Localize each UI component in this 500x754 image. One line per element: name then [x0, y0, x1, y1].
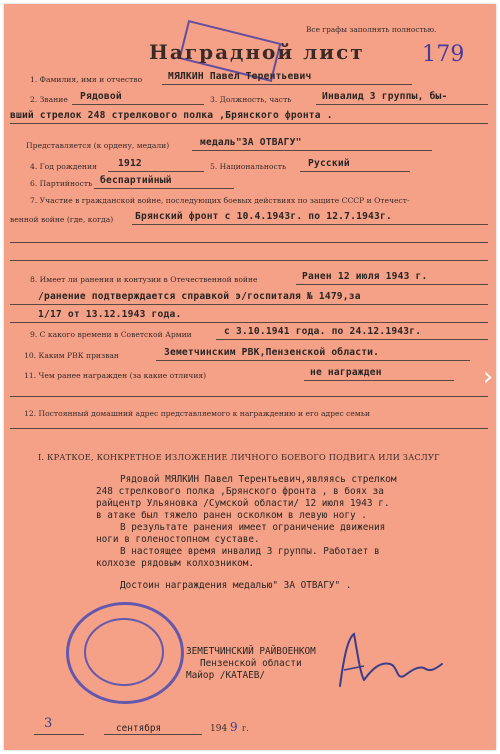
- field-8-value-a: Ранен 12 июля 1943 г.: [302, 271, 428, 282]
- field-7-label-b: венной войне (где, когда): [10, 215, 114, 224]
- chevron-right-icon[interactable]: ›: [482, 362, 494, 392]
- field-10-value: Земетчинским РВК,Пензенской области.: [164, 347, 380, 358]
- date-day: 3: [44, 716, 53, 731]
- field-7-value: Брянский фронт с 10.4.1943г. по 12.7.1943г.: [135, 211, 392, 222]
- present-line: [192, 150, 432, 151]
- field-8-line-b: [10, 304, 488, 305]
- narrative-line-7: В настоящее время инвалид 3 группы. Работает в: [120, 546, 380, 557]
- narrative-line-2: 248 стрелкового полка ,Брянского фронта , в боях за: [96, 486, 384, 497]
- narrative-line-6: ноги в голеностопном суставе.: [96, 534, 260, 545]
- field-9-line: [216, 339, 488, 340]
- round-seal: [66, 602, 184, 704]
- top-note: Все графы заполнять полностью.: [306, 25, 437, 34]
- field-8-label: 8. Имеет ли ранения и контузии в Отечественной войне: [30, 275, 258, 284]
- field-11-label: 11. Чем ранее награжден (за какие отличия): [24, 371, 207, 380]
- field-2-line: [72, 104, 204, 105]
- date-year-prefix: 194: [210, 724, 228, 734]
- field-10-label: 10. Каким РВК призван: [24, 351, 119, 360]
- field-7-label-a: 7. Участие в гражданской войне, последующих боевых действиях по защите СССР и Отечест-: [30, 196, 410, 205]
- present-label: Представляется (к ордену, медали): [26, 141, 170, 150]
- date-year-digit: 9: [230, 720, 238, 734]
- field-9-value: с 3.10.1941 года. по 24.12.1943г.: [224, 326, 422, 337]
- field-6-line: [94, 188, 234, 189]
- narrative-line-1: Рядовой МЯЛКИН Павел Терентьевич,являясь стрелком: [120, 474, 397, 485]
- field-5-line: [300, 171, 410, 172]
- narrative-line-9: Достоин награждения медалью" ЗА ОТВАГУ" .: [120, 580, 352, 591]
- signature-line-1: ЗЕМЕТЧИНСКИЙ РАЙВОЕНКОМ: [186, 646, 316, 657]
- field-10-line: [156, 360, 470, 361]
- field-11-value: не награжден: [310, 367, 382, 378]
- narrative-line-3: райцентр Ульяновка /Сумской области/ 12 июля 1943 г.: [96, 498, 390, 509]
- field-7-line: [132, 224, 488, 225]
- field-4-value: 1912: [118, 158, 142, 169]
- field-12-line: [10, 428, 488, 429]
- field-1-label: 1. Фамилия, имя и отчество: [30, 75, 143, 84]
- field-3-line-a: [316, 104, 488, 105]
- date-day-line: [34, 734, 84, 735]
- field-3-line-b: [10, 123, 488, 124]
- field-3-value-b: вший стрелок 248 стрелкового полка ,Брянского фронта .: [10, 110, 333, 121]
- field-5-label: 5. Национальность: [210, 162, 287, 171]
- date-month-line: [104, 734, 202, 735]
- field-8-line-a: [296, 284, 488, 285]
- field-9-label: 9. С какого времени в Советской Армии: [30, 330, 192, 339]
- section-heading: I. КРАТКОЕ, КОНКРЕТНОЕ ИЗЛОЖЕНИЕ ЛИЧНОГО БОЕВОГО ПОДВИГА ИЛИ ЗАСЛУГ: [38, 452, 440, 462]
- page-title: Наградной лист: [149, 40, 365, 64]
- field-2-label: 2. Звание: [30, 95, 68, 104]
- handwritten-signature: [334, 626, 454, 696]
- signature-line-3: Майор /КАТАЕВ/: [186, 670, 266, 681]
- field-3-label: 3. Должность, часть: [210, 95, 292, 104]
- field-12-label: 12. Постоянный домашний адрес представляемого к награждению и его адрес семьи: [24, 409, 371, 418]
- field-2-value: Рядовой: [80, 91, 122, 102]
- signature-line-2: Пензенской области: [200, 658, 302, 669]
- field-5-value: Русский: [308, 158, 350, 169]
- field-8-line-c: [10, 322, 488, 323]
- handwritten-number: 179: [422, 42, 465, 67]
- date-suffix: г.: [242, 724, 249, 733]
- field-8-value-c: 1/17 от 13.12.1943 года.: [38, 309, 182, 320]
- narrative-line-4: в атаке был тяжело ранен осколком в левую ногу .: [96, 510, 367, 521]
- narrative-line-5: В результате ранения имеет ограничение движения: [120, 522, 386, 533]
- blank-line-1: [10, 242, 488, 243]
- field-8-value-b: /ранение подтверждается справкой э/госпиталя № 1479,за: [38, 291, 361, 302]
- field-11-line: [304, 380, 454, 381]
- date-month: сентября: [116, 723, 162, 734]
- field-1-value: МЯЛКИН Павел Терентьевич: [168, 71, 312, 82]
- field-6-label: 6. Партийность: [30, 179, 93, 188]
- present-value: медаль"ЗА ОТВАГУ": [200, 137, 302, 148]
- field-4-line: [108, 171, 204, 172]
- award-sheet: [4, 4, 496, 750]
- narrative-line-8: колхозе рядовым колхозником.: [96, 558, 255, 569]
- field-3-value-a: Инвалид 3 группы, бы-: [322, 91, 448, 102]
- field-1-line: [162, 84, 412, 85]
- blank-line-2: [10, 260, 488, 261]
- blank-line-3: [10, 396, 488, 397]
- field-4-label: 4. Год рождения: [30, 162, 97, 171]
- field-6-value: беспартийный: [100, 175, 172, 186]
